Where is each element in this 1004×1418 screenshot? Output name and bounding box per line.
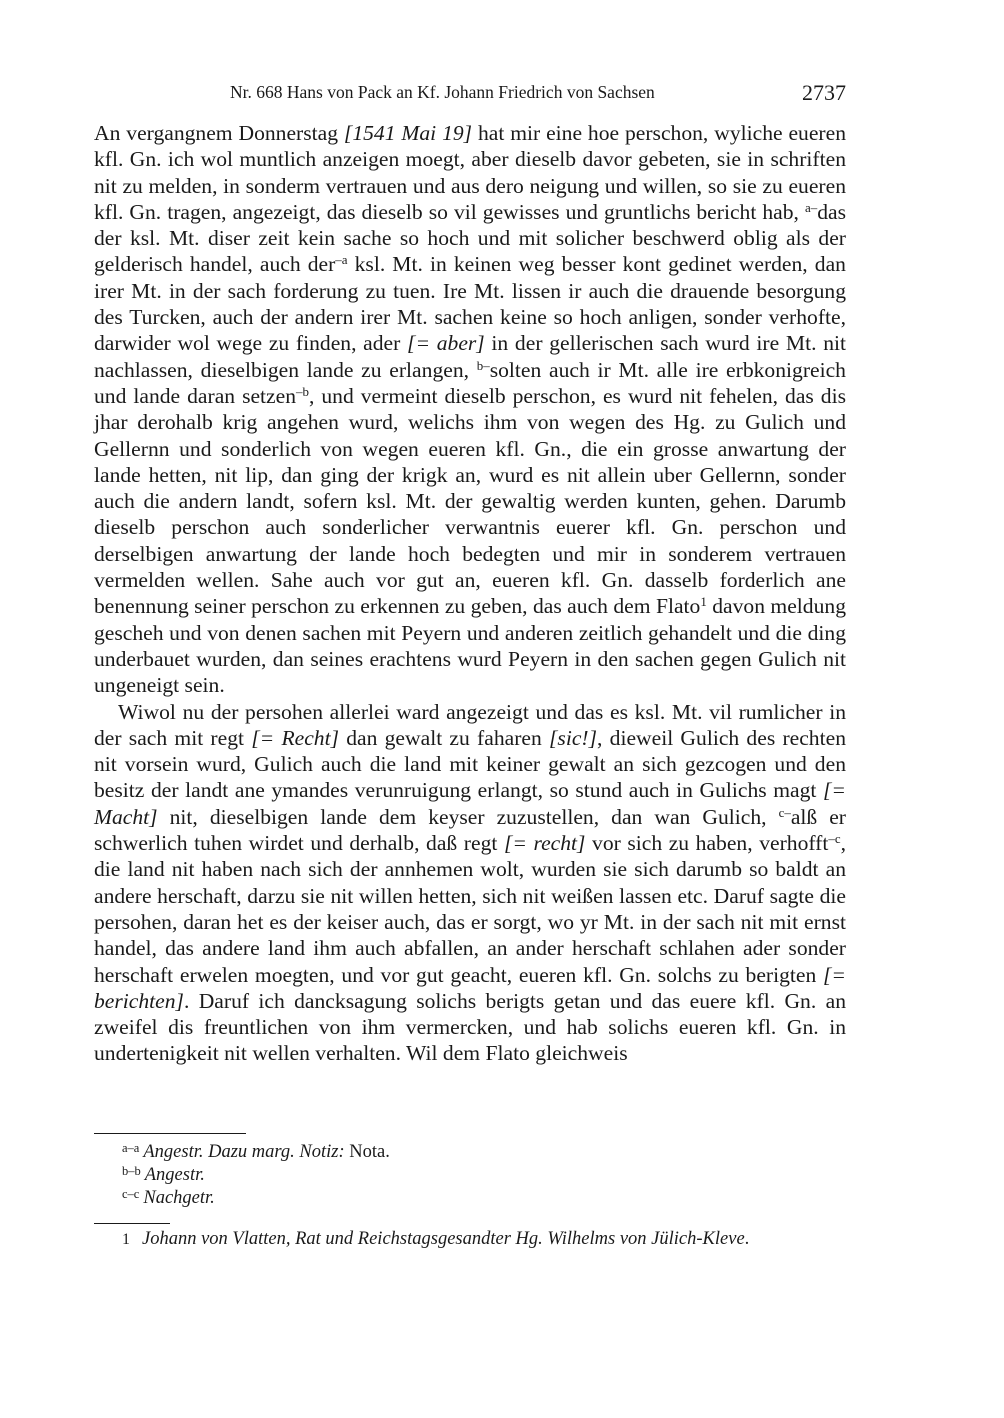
footnote-text: Nota. bbox=[344, 1142, 390, 1162]
footnote-marker: a– bbox=[804, 199, 818, 215]
editorial-note: [= recht] bbox=[503, 831, 586, 856]
text-run: vor sich zu haben, verhofft bbox=[585, 831, 829, 856]
page-number: 2737 bbox=[802, 80, 846, 105]
footnote-number: 1 bbox=[122, 1231, 130, 1248]
editorial-note: [1541 Mai 19] bbox=[343, 121, 473, 145]
footnote-marker: –c bbox=[828, 830, 841, 846]
footnote-label: b–b bbox=[122, 1164, 141, 1178]
main-text bbox=[94, 120, 846, 1067]
footnote-italic: Johann von Vlatten, Rat und Reichstagsgesandter Hg. Wilhelms von Jülich-Kleve bbox=[142, 1229, 745, 1249]
footnote-1 bbox=[122, 1228, 842, 1251]
text-run: hat mir eine hoe perschon, wyliche eueren kfl. Gn. ich wol muntlich anzeigen moegt, aber dieselb davor gebeten, sie in schriften nit zu melden, in sonderm vertrauen und aus dero neigung und willen, so sie zu eueren kfl. Gn. tragen, angezeigt, das dieselb so vil gewisses und gruntlichs bericht hab, bbox=[94, 121, 846, 224]
editorial-note: [= berichten] bbox=[94, 962, 846, 1013]
text-run: das der ksl. Mt. diser zeit kein sache so hoch und mit solicher beschwerd oblig als der gelderisch handel, auch der bbox=[94, 199, 846, 277]
footnote-text: . bbox=[744, 1229, 750, 1249]
footnote-c bbox=[122, 1183, 842, 1209]
footnote-label: c–c bbox=[122, 1187, 140, 1201]
footnote-marker: c– bbox=[778, 804, 791, 820]
editorial-note: [= Macht] bbox=[94, 778, 846, 829]
footnote-marker: –a bbox=[335, 252, 348, 268]
paragraph-1 bbox=[94, 120, 846, 699]
text-run: , und vermeint dieselb perschon, es wurd nit fehelen, das dis jhar derohalb krig angehen wurd, welichs ihm von wegen des Hg. zu Gulich und Gellernn und sonderlich von wegen eueren kfl. Gn., die ein grosse anwartung der lande hetten, nit lip, dan ging der krigk an, wurd es nit allein uber Gellernn, sonder auch die andern landt, sofern ksl. Mt. der gewaltig werden kunten, gehen. Darumb dieselb perschon auch sonderlicher verwantnis euerer kfl. Gn. perschon und derselbigen anwartung der lande hoch bedegten und mir in sonderem vertrauen vermelden wellen. Sahe auch vor gut an, eueren kfl. Gn. dasselb forderlich ane benennung seiner perschon zu erkennen zu geben, das auch dem Flato bbox=[94, 383, 846, 619]
editorial-note: [= aber] bbox=[407, 331, 485, 356]
footnote-italic: Angestr. bbox=[144, 1165, 205, 1185]
editorial-note: [sic!] bbox=[549, 725, 598, 750]
text-run: An vergangnem Donnerstag bbox=[94, 121, 344, 145]
page-header bbox=[94, 80, 846, 110]
footnote-italic: Nachgetr. bbox=[143, 1188, 215, 1208]
text-run: nit, dieselbigen lande dem keyser zuzustellen, dan wan Gulich, bbox=[157, 804, 779, 829]
text-run: Wiwol nu der persohen allerlei ward angezeigt und das es ksl. Mt. vil rumlicher in der sach mit regt bbox=[94, 699, 846, 750]
text-run: dan gewalt zu faharen bbox=[339, 725, 550, 750]
footnote-marker: –b bbox=[296, 383, 309, 399]
paragraph-2 bbox=[94, 699, 846, 1067]
footnote-marker: b– bbox=[476, 357, 490, 373]
text-run: in der gellerischen sach wurd ire Mt. nit nachlassen, dieselbigen lande zu erlangen, bbox=[94, 331, 846, 382]
footnote-divider bbox=[94, 1133, 246, 1134]
text-run: solten auch ir Mt. alle ire erbkonigreich und lande daran setzen bbox=[94, 357, 846, 408]
text-run: , dieweil Gulich des rechten nit vorsein wurd, Gulich auch die land mit keiner gewalt an sich gezcogen und den besitz der landt ane ymandes verunruigung erlangt, so stund auch in Gulichs magt bbox=[94, 725, 846, 803]
editorial-note: [= Recht] bbox=[251, 725, 339, 750]
footnote-italic: Angestr. Dazu marg. Notiz: bbox=[143, 1142, 345, 1162]
text-run: alß er schwerlich tuhen wirdet und derhalb, daß regt bbox=[94, 804, 846, 856]
footnote-divider bbox=[94, 1223, 170, 1224]
footnote-label: a–a bbox=[122, 1141, 140, 1155]
text-run: . Daruf ich dancksagung solichs berigts getan und das euere kfl. Gn. an zweifel dis freuntlichen von ihm vermercken, und hab solichs eueren kfl. Gn. in undertenigkeit nit wellen verhalten. Wil dem Flato gleichweis bbox=[94, 988, 846, 1066]
text-run: ksl. Mt. in keinen weg besser kont gedinet werden, dan irer Mt. in der sach forderung zu tuen. Ire Mt. lissen ir auch die drauende besorgung des Turcken, auch der andern irer Mt. sachen keine so hoch anligen, sonder verhofte, darwider wol wege zu finden, ader bbox=[94, 252, 846, 356]
text-run: davon meldung gescheh und von denen sachen mit Peyern und anderen zeitlich gehandelt und die ding underbauet wurden, dan seines erachtens wurd Peyern in den sachen gegen Gulich nit ungeneigt sein. bbox=[94, 594, 846, 698]
footnote-marker: 1 bbox=[700, 594, 707, 610]
text-run: , die land nit haben nach sich der annhemen wolt, wurden sie sich darumb so baldt an andere herschaft, darzu sie nit willen hetten, sich nit weißen lassen etc. Daruf sagte die persohen, daran het es der keiser auch, das er sorgt, wo yr Mt. in der sach nit mit ernst handel, das andere land ihm auch abfallen, an ander herschaft schlahen ader sonder herschaft erwelen moegten, und vor gut geacht, eueren kfl. Gn. solchs zu berigten bbox=[94, 831, 846, 987]
running-title: Nr. 668 Hans von Pack an Kf. Johann Friedrich von Sachsen bbox=[230, 82, 655, 102]
